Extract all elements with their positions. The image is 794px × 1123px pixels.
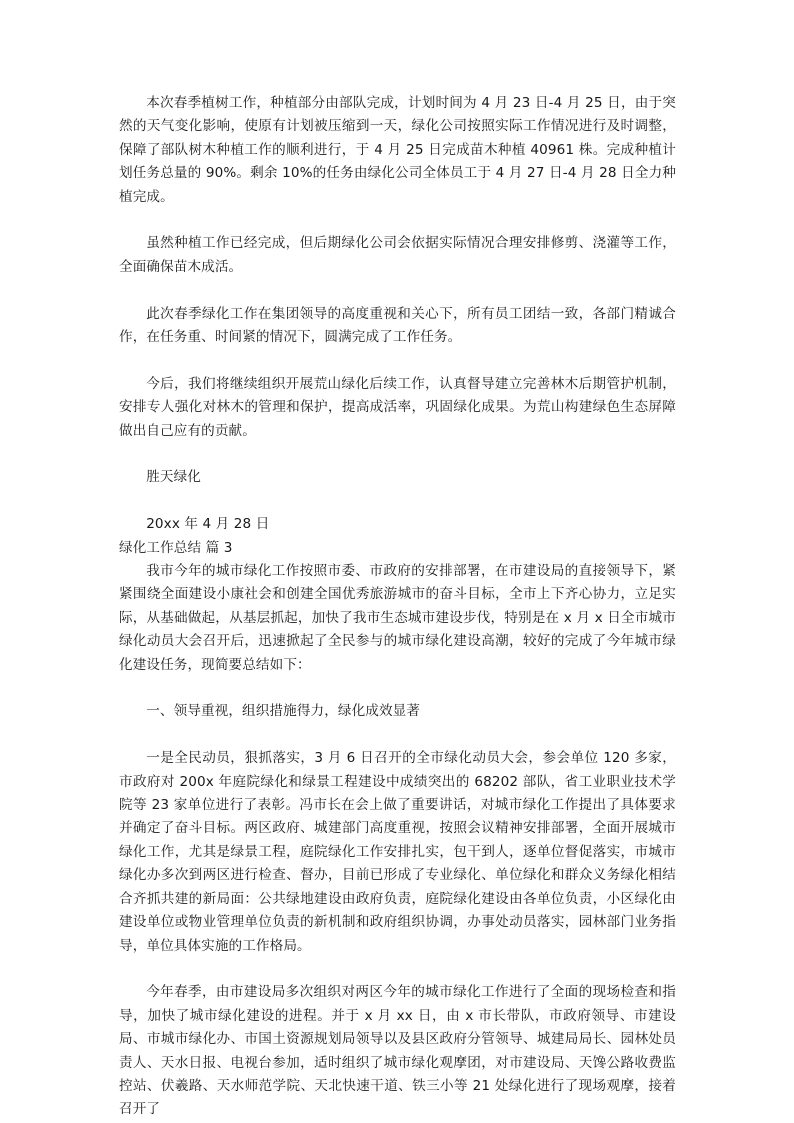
paragraph-4: 今后，我们将继续组织开展荒山绿化后续工作，认真督导建立完善林木后期管护机制，安排专人强化对林木的管理和保护，提高成活率，巩固绿化成果。为荒山构建绿色生态屏障做出自己应有的贡献。 — [119, 375, 676, 439]
paragraph-2: 虽然种植工作已经完成，但后期绿化公司会依据实际情况合理安排修剪、浇灌等工作，全面确保苗木成活。 — [119, 235, 676, 275]
document-body — [119, 92, 676, 1122]
signature: 胜天绿化 — [146, 469, 201, 486]
paragraph-7: 今年春季，由市建设局多次组织对两区今年的城市绿化工作进行了全面的现场检查和指导，加快了城市绿化建设的进程。并于 x 月 xx 日，由 x 市长带队，市政府领导、市建设局、市城市绿化办、市国土资源规划局领导以及县区政府分管领导、城建局局长、园林处员责人、天水日报、电视台参加，适时组织了城市绿化观摩团，对市建设局、天馋公路收费监控站、伏羲路、天水师范学院、天北快速干道、铁三小等 21 处绿化进行了现场观摩，接着召开了 — [119, 984, 676, 1118]
paragraph-1: 本次春季植树工作，种植部分由部队完成，计划时间为 4 月 23 日-4 月 25 日，由于突然的天气变化影响，使原有计划被压缩到一天，绿化公司按照实际工作情况进行及时调整，保障了部队树木种植工作的顺利进行，于 4 月 25 日完成苗木种植 40961 株。完成种植计划任务总量的 90%。剩余 10%的任务由绿化公司全体员工于 4 月 27 日-4 月 28 日全力种植完成。 — [119, 95, 676, 205]
date-line: 20xx 年 4 月 28 日 — [146, 516, 270, 533]
sub-heading: 一、领导重视，组织措施得力，绿化成效显著 — [146, 703, 421, 720]
paragraph-6: 一是全民动员，狠抓落实，3 月 6 日召开的全市绿化动员大会，参会单位 120 多家，市政府对 200x 年庭院绿化和绿景工程建设中成绩突出的 68202 部队，省工业职业技术学院等 23 家单位进行了表彰。冯市长在会上做了重要讲话，对城市绿化工作提出了具体要求并确定了奋斗目标。两区政府、城建部门高度重视，按照会议精神安排部署，全面开展城市绿化工作，尤其是绿景工程，庭院绿化工作安排扎实，包干到人，逐单位督促落实，市城市绿化办多次到两区进行检查、督办，目前已形成了专业绿化、单位绿化和群众义务绿化相结合齐抓共建的新局面：公共绿地建设由政府负责，庭院绿化建设由各单位负责，小区绿化由建设单位或物业管理单位负责的新机制和政府组织协调，办事处动员落实，园林部门业务指导，单位具体实施的工作格局。 — [119, 750, 676, 954]
paragraph-5: 我市今年的城市绿化工作按照市委、市政府的安排部署，在市建设局的直接领导下，紧紧围绕全面建设小康社会和创建全国优秀旅游城市的奋斗目标，全市上下齐心协力，立足实际，从基础做起，从基层抓起，加快了我市生态城市建设步伐，特别是在 x 月 x 日全市城市绿化动员大会召开后，迅速掀起了全民参与的城市绿化建设高潮，较好的完成了今年城市绿化建设任务，现简要总结如下： — [119, 563, 676, 673]
paragraph-3: 此次春季绿化工作在集团领导的高度重视和关心下，所有员工团结一致，各部门精诚合作，在任务重、时间紧的情况下，圆满完成了工作任务。 — [119, 305, 676, 346]
section-title: 绿化工作总结 篇 3 — [119, 539, 233, 556]
